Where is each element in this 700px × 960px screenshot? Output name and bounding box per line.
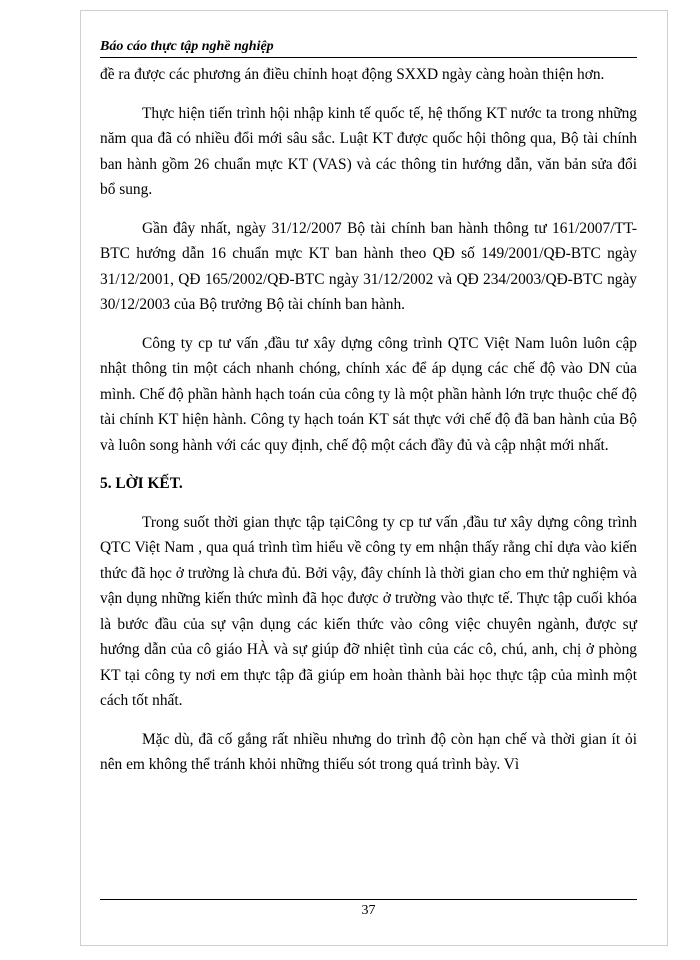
section-heading: 5. LỜI KẾT. [100,475,183,492]
document-body [100,62,637,791]
paragraph-3: Gần đây nhất, ngày 31/12/2007 Bộ tài chính ban hành thông tư 161/2007/TT-BTC hướng dẫn 16 chuẩn mực KT ban hành theo QĐ số 149/2001/QĐ-BTC ngày 31/12/2001, QĐ 165/2002/QĐ-BTC ngày 31/12/2002 và QĐ 234/2003/QĐ-BTC ngày 30/12/2003 của Bộ trưởng Bộ tài chính ban hành. [100,219,637,313]
paragraph-2: Thực hiện tiến trình hội nhập kinh tế quốc tế, hệ thống KT nước ta trong những năm qua đã có nhiều đổi mới sâu sắc. Luật KT được quốc hội thông qua, Bộ tài chính ban hành gồm 26 chuẩn mực KT (VAS) và các thông tin hướng dẫn, văn bản sửa đổi bổ sung. [100,104,637,198]
paragraph-5: Trong suốt thời gian thực tập tạiCông ty cp tư vấn ,đầu tư xây dựng công trình QTC Việt Nam , qua quá trình tìm hiểu về công ty em nhận thấy rằng chỉ dựa vào kiến thức đã học ở trường là chưa đủ. Bởi vậy, đây chính là thời gian cho em thử nghiệm và vận dụng những kiến thức mình đã học được ở trường vào thực tế. Thực tập cuối khóa là bước đầu của sự vận dụng các kiến thức vào công việc chuyên ngành, được sự hướng dẫn của cô giáo HÀ và sự giúp đỡ nhiệt tình của các cô, chú, anh, chị ở phòng KT tại công ty nơi em thực tập đã giúp em hoàn thành bài học thực tập của mình một cách tốt nhất. [100,513,637,709]
paragraph-1: đề ra được các phương án điều chỉnh hoạt động SXXD ngày càng hoàn thiện hơn. [100,66,605,83]
footer-divider [100,899,637,900]
page-header: Báo cáo thực tập nghề nghiệp [100,38,637,58]
paragraph-6: Mặc dù, đã cố gắng rất nhiều nhưng do trình độ còn hạn chế và thời gian ít ỏi nên em không thể tránh khỏi những thiếu sót trong quá trình bày. Vì [100,730,637,773]
page-number: 37 [361,903,376,918]
paragraph-4: Công ty cp tư vấn ,đầu tư xây dựng công trình QTC Việt Nam luôn luôn cập nhật thông tin một cách nhanh chóng, chính xác để áp dụng các chế độ vào DN của mình. Chế độ phần hành hạch toán của công ty là một phần hành lớn trực thuộc chế độ tài chính KT hiện hành. Công ty hạch toán KT sát thực với chế độ đã ban hành của Bộ và luôn song hành với các quy định, chế độ một cách đầy đủ và cập nhật mới nhất. [100,334,637,454]
